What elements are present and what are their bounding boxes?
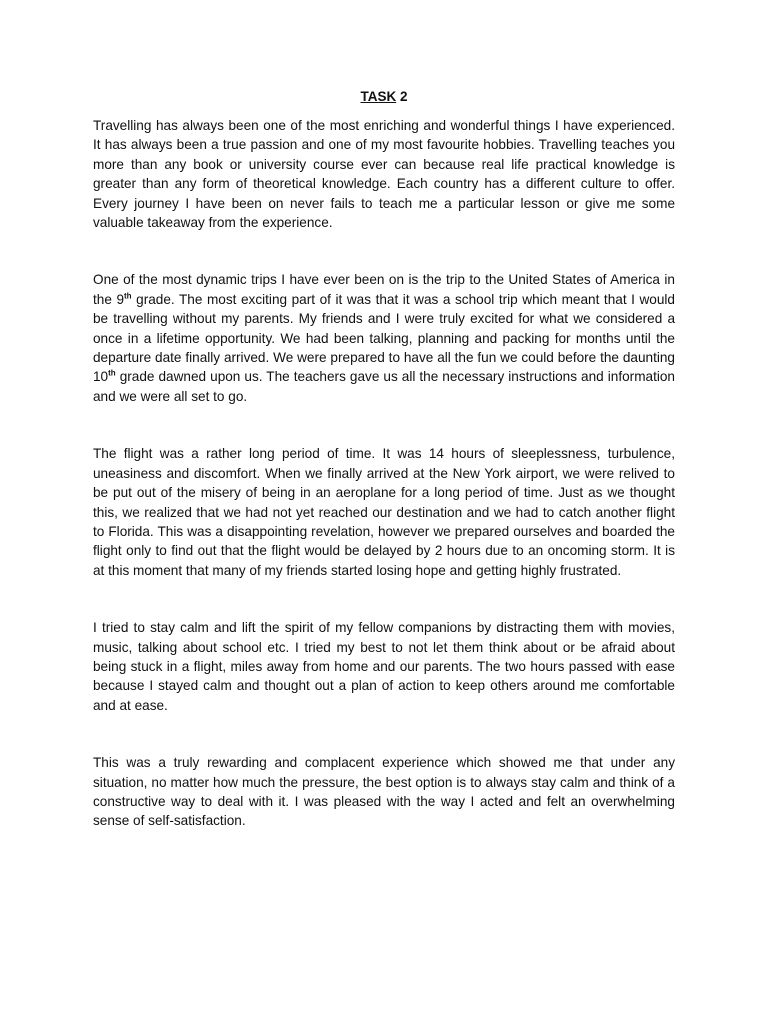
title-main: TASK (360, 89, 397, 104)
superscript-th-2: th (108, 368, 116, 378)
paragraph-5: This was a truly rewarding and complacent experience which showed me that under any situation, no matter how much the pressure, the best option is to always stay calm and think of a constructive way to deal with it. I was pleased with the way I acted and felt an overwhelming sense of self-satisfaction. (93, 755, 675, 829)
paragraph-2-part-2: grade. The most exciting part of it was that it was a school trip which meant that I would be travelling without my parents. My friends and I were truly excited for what we considered a once in a lifetime opportunity. We had been talking, planning and packing for months until the departure date finally arrived. We were prepared to have all the fun we could before the daunting 10 (93, 291, 675, 385)
superscript-th-1: th (124, 291, 132, 301)
paragraph-2-part-1: One of the most dynamic trips I have ever been on is the trip to the United States of America in the 9 (93, 272, 675, 307)
paragraph-2 (93, 270, 675, 406)
document-page (93, 88, 675, 831)
document-title (93, 88, 675, 106)
paragraph-1: Travelling has always been one of the most enriching and wonderful things I have experienced. It has always been a true passion and one of my most favourite hobbies. Travelling teaches you more than any book or university course ever can because real life practical knowledge is greater than any form of theoretical knowledge. Each country has a different culture to offer. Every journey I have been on never fails to teach me a particular lesson or give me some valuable takeaway from the experience. (93, 118, 675, 231)
paragraph-3: The flight was a rather long period of time. It was 14 hours of sleeplessness, turbulence, uneasiness and discomfort. When we finally arrived at the New York airport, we were relived to be put out of the misery of being in an aeroplane for a long period of time. Just as we thought this, we realized that we had not yet reached our destination and we had to catch another flight to Florida. This was a disappointing revelation, however we prepared ourselves and boarded the flight only to find out that the flight would be delayed by 2 hours due to an oncoming storm. It is at this moment that many of my friends started losing hope and getting highly frustrated. (93, 446, 675, 578)
paragraph-4: I tried to stay calm and lift the spirit of my fellow companions by distracting them with movies, music, talking about school etc. I tried my best to not let them think about or be afraid about being stuck in a flight, miles away from home and our parents. The two hours passed with ease because I stayed calm and thought out a plan of action to keep others around me comfortable and at ease. (93, 620, 675, 713)
title-number: 2 (396, 89, 408, 104)
paragraph-2-part-3: grade dawned upon us. The teachers gave us all the necessary instructions and information and we were all set to go. (93, 369, 675, 404)
